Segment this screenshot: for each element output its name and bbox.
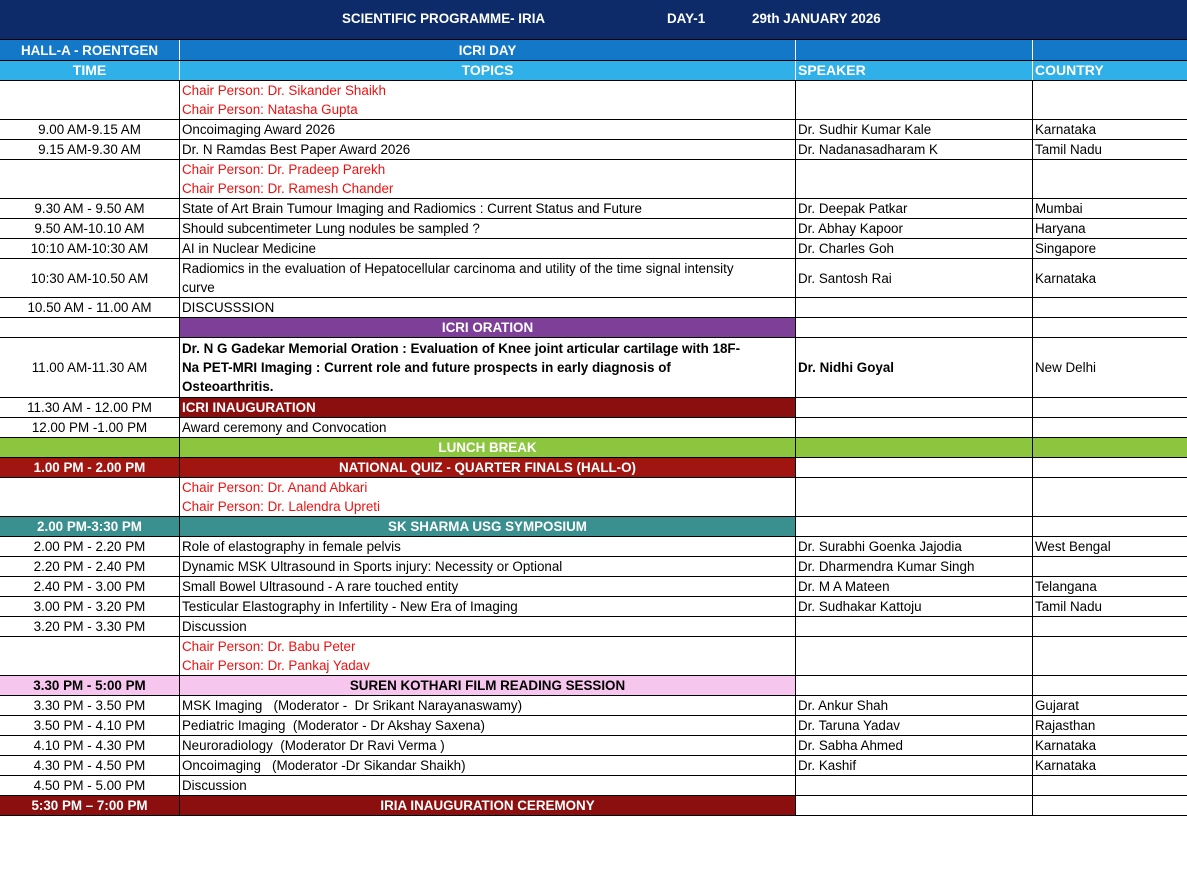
chair-row <box>0 637 1187 676</box>
country-cell: Rajasthan <box>1035 718 1096 733</box>
hall-name: HALL-A - ROENTGEN <box>0 40 180 60</box>
time-cell: 10.50 AM - 11.00 AM <box>0 298 180 317</box>
table-row <box>0 298 1187 318</box>
topic-cell <box>180 338 796 397</box>
country-cell: Gujarat <box>1035 698 1079 713</box>
speaker-cell: Dr. M A Mateen <box>796 577 1033 596</box>
table-row <box>0 537 1187 557</box>
speaker-cell: Dr. Sabha Ahmed <box>796 736 1033 755</box>
country-cell: Telangana <box>1035 579 1097 594</box>
time-cell: 3.00 PM - 3.20 PM <box>0 597 180 616</box>
topic-cell: Testicular Elastography in Infertility - New Era of Imaging <box>180 597 796 616</box>
topic-cell: Neuroradiology (Moderator Dr Ravi Verma ) <box>180 736 796 755</box>
topic-cell: SK SHARMA USG SYMPOSIUM <box>180 517 796 536</box>
table-row <box>0 736 1187 756</box>
time-cell: 3.50 PM - 4.10 PM <box>0 716 180 735</box>
table-row <box>0 398 1187 418</box>
time-cell: 2.40 PM - 3.00 PM <box>0 577 180 596</box>
topic-cell: Dynamic MSK Ultrasound in Sports injury: Necessity or Optional <box>180 557 796 576</box>
lunch-band-row <box>0 438 1187 458</box>
film-reading-row <box>0 676 1187 696</box>
country-cell <box>1033 557 1187 576</box>
speaker-cell: Dr. Sudhakar Kattoju <box>796 597 1033 616</box>
chair-person: Chair Person: Dr. Pradeep Parekh <box>182 162 386 177</box>
topic-cell: AI in Nuclear Medicine <box>180 239 796 258</box>
topic-cell: Discussion <box>180 617 796 636</box>
chair-persons <box>180 637 796 675</box>
time-cell: 4.50 PM - 5.00 PM <box>0 776 180 795</box>
hall-row <box>0 40 1187 61</box>
country-cell: Haryana <box>1035 221 1086 236</box>
speaker-cell: Dr. Sudhir Kumar Kale <box>796 120 1033 139</box>
topic-cell: Oncoimaging (Moderator -Dr Sikandar Shaikh) <box>180 756 796 775</box>
table-row <box>0 617 1187 637</box>
column-header-row <box>0 61 1187 81</box>
topic-line: curve <box>182 280 215 295</box>
time-cell: 10:10 AM-10:30 AM <box>0 239 180 258</box>
table-row <box>0 259 1187 298</box>
oration-band: ICRI ORATION <box>180 318 796 337</box>
time-cell: 5:30 PM – 7:00 PM <box>0 796 180 815</box>
quiz-row <box>0 458 1187 478</box>
time-cell: 2.20 PM - 2.40 PM <box>0 557 180 576</box>
speaker-cell: Dr. Deepak Patkar <box>796 199 1033 218</box>
chair-persons <box>180 81 796 119</box>
topic-cell: ICRI INAUGURATION <box>180 398 796 417</box>
topic-line: Osteoarthritis. <box>182 379 274 394</box>
topic-cell: Role of elastography in female pelvis <box>180 537 796 556</box>
topic-cell: Pediatric Imaging (Moderator - Dr Akshay Saxena) <box>180 716 796 735</box>
country-cell: West Bengal <box>1035 539 1111 554</box>
time-cell: 3.20 PM - 3.30 PM <box>0 617 180 636</box>
chair-person: Chair Person: Natasha Gupta <box>182 102 358 117</box>
topic-cell: SUREN KOTHARI FILM READING SESSION <box>180 676 796 695</box>
topic-cell: Award ceremony and Convocation <box>180 418 796 437</box>
topic-cell: Oncoimaging Award 2026 <box>180 120 796 139</box>
table-row <box>0 219 1187 239</box>
topic-cell: NATIONAL QUIZ - QUARTER FINALS (HALL-O) <box>180 458 796 477</box>
chair-person: Chair Person: Dr. Anand Abkari <box>182 480 368 495</box>
oration-band-row <box>0 318 1187 338</box>
topic-cell <box>180 259 796 297</box>
programme-title: SCIENTIFIC PROGRAMME- IRIA <box>342 11 546 26</box>
speaker-cell: Dr. Nidhi Goyal <box>796 338 1033 397</box>
country-cell: Karnataka <box>1035 122 1097 137</box>
table-row <box>0 776 1187 796</box>
session-name: ICRI DAY <box>180 40 796 60</box>
time-cell: 9.50 AM-10.10 AM <box>0 219 180 238</box>
chair-row <box>0 160 1187 199</box>
table-row <box>0 756 1187 776</box>
country-cell: Singapore <box>1035 241 1097 256</box>
table-row <box>0 140 1187 160</box>
chair-person: Chair Person: Dr. Lalendra Upreti <box>182 499 380 514</box>
topics-header: TOPICS <box>180 61 796 80</box>
chair-row <box>0 81 1187 120</box>
table-row <box>0 557 1187 577</box>
country-cell: Mumbai <box>1035 201 1083 216</box>
time-cell: 2.00 PM - 2.20 PM <box>0 537 180 556</box>
time-cell: 12.00 PM -1.00 PM <box>0 418 180 437</box>
time-cell: 9.15 AM-9.30 AM <box>0 140 180 159</box>
speaker-cell: Dr. Ankur Shah <box>796 696 1033 715</box>
date-label: 29th JANUARY 2026 <box>752 11 881 26</box>
time-cell: 3.30 PM - 3.50 PM <box>0 696 180 715</box>
time-cell: 9.30 AM - 9.50 AM <box>0 199 180 218</box>
time-cell: 4.10 PM - 4.30 PM <box>0 736 180 755</box>
speaker-cell: Dr. Dharmendra Kumar Singh <box>796 557 1033 576</box>
speaker-cell: Dr. Charles Goh <box>796 239 1033 258</box>
time-cell: 3.30 PM - 5:00 PM <box>0 676 180 695</box>
speaker-cell: Dr. Kashif <box>796 756 1033 775</box>
topic-cell: Dr. N Ramdas Best Paper Award 2026 <box>180 140 796 159</box>
table-row <box>0 338 1187 398</box>
iria-inauguration-row <box>0 796 1187 816</box>
topic-line: Dr. N G Gadekar Memorial Oration : Evaluation of Knee joint articular cartilage with 18F- <box>182 341 741 356</box>
country-cell: Karnataka <box>1035 758 1097 773</box>
topic-cell: IRIA INAUGURATION CEREMONY <box>180 796 796 815</box>
table-row <box>0 696 1187 716</box>
country-cell: Tamil Nadu <box>1035 142 1102 157</box>
chair-persons <box>180 160 796 198</box>
speaker-header: SPEAKER <box>796 61 1033 80</box>
time-cell: 11.30 AM - 12.00 PM <box>0 398 180 417</box>
speaker-cell: Dr. Santosh Rai <box>796 259 1033 297</box>
lunch-band: LUNCH BREAK <box>180 438 796 457</box>
time-header: TIME <box>0 61 180 80</box>
time-cell: 9.00 AM-9.15 AM <box>0 120 180 139</box>
country-cell: New Delhi <box>1035 360 1097 375</box>
table-row <box>0 577 1187 597</box>
title-bar <box>0 0 1187 40</box>
hall-blank <box>796 40 1033 60</box>
chair-person: Chair Person: Dr. Sikander Shaikh <box>182 83 386 98</box>
speaker-cell: Dr. Abhay Kapoor <box>796 219 1033 238</box>
country-cell: Karnataka <box>1035 738 1097 753</box>
hall-blank <box>1033 40 1187 60</box>
country-header: COUNTRY <box>1035 62 1104 78</box>
table-row <box>0 120 1187 140</box>
country-cell: Tamil Nadu <box>1035 599 1102 614</box>
topic-line: Na PET-MRI Imaging : Current role and future prospects in early diagnosis of <box>182 360 671 375</box>
topic-line: Radiomics in the evaluation of Hepatocellular carcinoma and utility of the time signal intensity <box>182 261 734 276</box>
table-row <box>0 716 1187 736</box>
speaker-cell: Dr. Taruna Yadav <box>796 716 1033 735</box>
chair-person: Chair Person: Dr. Babu Peter <box>182 639 356 654</box>
topic-cell: Should subcentimeter Lung nodules be sampled ? <box>180 219 796 238</box>
chair-row <box>0 478 1187 517</box>
topic-cell: State of Art Brain Tumour Imaging and Radiomics : Current Status and Future <box>180 199 796 218</box>
topic-cell: Discussion <box>180 776 796 795</box>
country-cell: Karnataka <box>1035 270 1097 286</box>
chair-person: Chair Person: Dr. Pankaj Yadav <box>182 658 370 673</box>
chair-person: Chair Person: Dr. Ramesh Chander <box>182 181 394 196</box>
time-cell: 11.00 AM-11.30 AM <box>0 338 180 397</box>
topic-cell: Small Bowel Ultrasound - A rare touched entity <box>180 577 796 596</box>
day-label: DAY-1 <box>667 11 706 26</box>
chair-persons <box>180 478 796 516</box>
speaker-cell: Dr. Surabhi Goenka Jajodia <box>796 537 1033 556</box>
usg-symposium-row <box>0 517 1187 537</box>
time-cell: 2.00 PM-3:30 PM <box>0 517 180 536</box>
time-cell: 1.00 PM - 2.00 PM <box>0 458 180 477</box>
topic-cell: DISCUSSSION <box>180 298 796 317</box>
table-row <box>0 239 1187 259</box>
time-cell: 4.30 PM - 4.50 PM <box>0 756 180 775</box>
time-cell: 10:30 AM-10.50 AM <box>0 259 180 297</box>
table-row <box>0 597 1187 617</box>
speaker-cell: Dr. Nadanasadharam K <box>796 140 1033 159</box>
table-row <box>0 199 1187 219</box>
table-row <box>0 418 1187 438</box>
topic-cell: MSK Imaging (Moderator - Dr Srikant Narayanaswamy) <box>180 696 796 715</box>
